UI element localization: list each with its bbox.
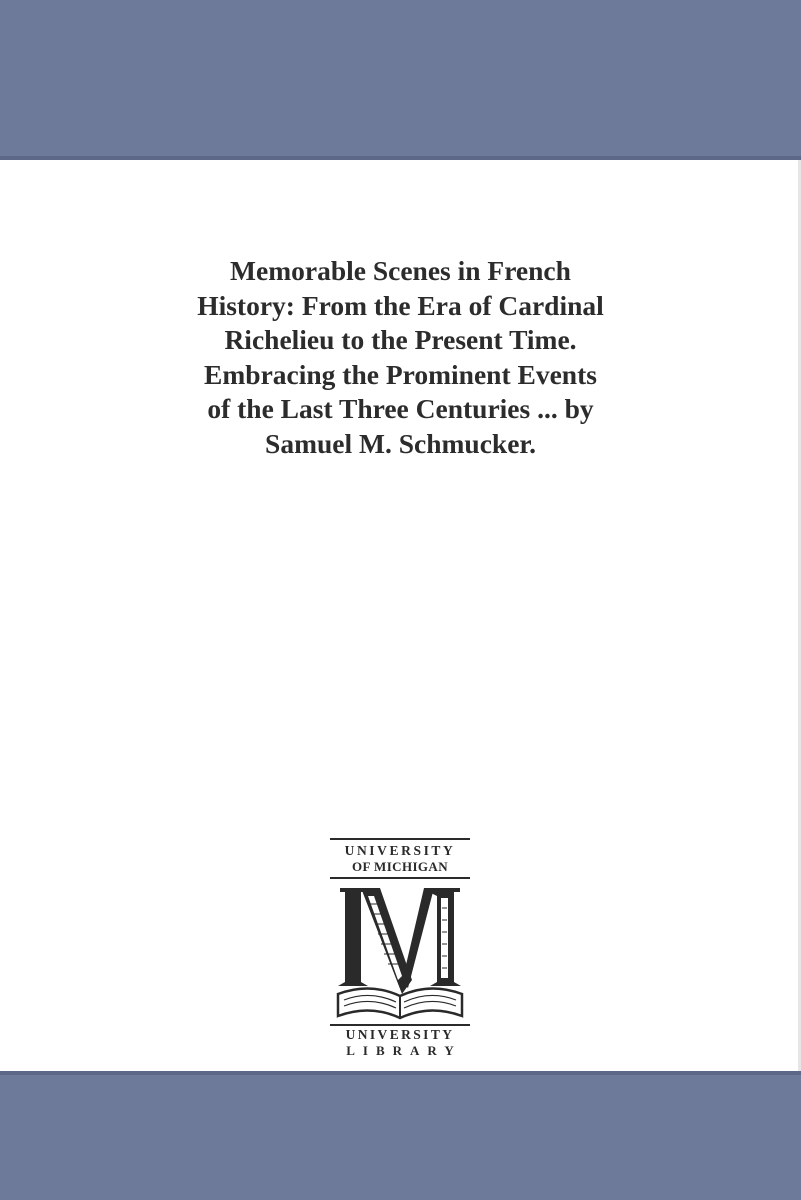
logo-footer: [330, 1024, 470, 1059]
book-title: [100, 254, 701, 461]
michigan-m-book-icon: [334, 884, 466, 1022]
title-line: of the Last Three Centuries ... by: [207, 393, 594, 424]
title-line: Embracing the Prominent Events: [204, 358, 597, 390]
university-library-logo: [330, 838, 470, 1063]
logo-header: [330, 838, 470, 879]
logo-line-of-michigan: OF MICHIGAN: [330, 859, 470, 879]
top-band-edge: [0, 156, 801, 160]
logo-line-library: LIBRARY: [346, 1043, 462, 1058]
title-line: History: From the Era of Cardinal: [197, 289, 604, 321]
title-line: Samuel M. Schmucker.: [265, 427, 536, 459]
logo-line-university-2: UNIVERSITY: [330, 1024, 470, 1043]
bottom-color-band: [0, 1071, 801, 1200]
title-line: Memorable Scenes in French: [230, 255, 571, 286]
logo-line-university: UNIVERSITY: [330, 838, 470, 859]
bottom-band-edge: [0, 1071, 801, 1075]
title-line: Richelieu to the Present Time.: [224, 324, 577, 355]
top-color-band: [0, 0, 801, 160]
